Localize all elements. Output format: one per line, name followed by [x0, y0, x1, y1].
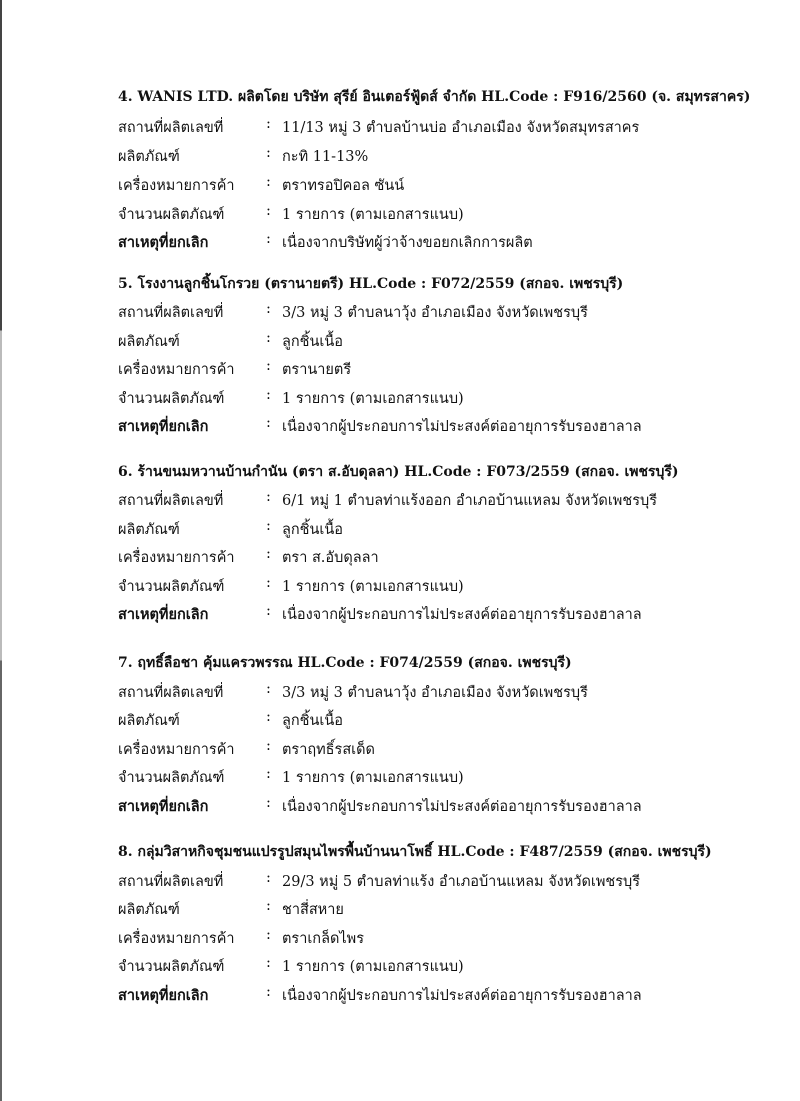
field-row-location [0, 870, 800, 892]
field-row-count [0, 387, 800, 409]
field-value: 1 รายการ (ตามเอกสารแนบ) [282, 770, 464, 786]
field-row-count [0, 575, 800, 597]
field-colon: : [266, 301, 271, 317]
field-value: 3/3 หมู่ 3 ตำบลนาวุ้ง อำเภอเมือง จังหวัดเพชรบุรี [282, 305, 588, 321]
field-label: จำนวนผลิตภัณฑ์ [118, 579, 225, 595]
field-value: เนื่องจากบริษัทผู้ว่าจ้างขอยกเลิกการผลิต [282, 235, 533, 251]
field-colon: : [266, 358, 271, 374]
field-row-reason [0, 795, 800, 817]
field-label: ผลิตภัณฑ์ [118, 334, 180, 350]
field-label: จำนวนผลิตภัณฑ์ [118, 207, 225, 223]
field-label: ผลิตภัณฑ์ [118, 713, 180, 729]
field-colon: : [266, 681, 271, 697]
field-value: ลูกชิ้นเนื้อ [282, 713, 343, 729]
field-colon: : [266, 766, 271, 782]
field-label: เครื่องหมายการค้า [118, 550, 235, 566]
field-label: สาเหตุที่ยกเลิก [118, 418, 209, 435]
field-value: ตราเกล็ดไพร [282, 931, 365, 947]
field-value: 6/1 หมู่ 1 ตำบลท่าแร้งออก อำเภอบ้านแหลม จังหวัดเพชรบุรี [282, 493, 657, 509]
field-row-trademark [0, 358, 800, 380]
field-colon: : [266, 898, 271, 914]
field-value: เนื่องจากผู้ประกอบการไม่ประสงค์ต่ออายุการรับรองฮาลาล [282, 988, 642, 1004]
field-label: สถานที่ผลิตเลขที่ [118, 305, 224, 321]
field-colon: : [266, 870, 271, 886]
field-value: 1 รายการ (ตามเอกสารแนบ) [282, 959, 464, 975]
field-label: จำนวนผลิตภัณฑ์ [118, 770, 225, 786]
field-colon: : [266, 415, 271, 431]
field-value: ตราฤทธิ์รสเด็ด [282, 742, 375, 758]
field-colon: : [266, 116, 271, 132]
field-row-count [0, 203, 800, 225]
field-row-trademark [0, 546, 800, 568]
field-label: ผลิตภัณฑ์ [118, 522, 180, 538]
field-row-product [0, 518, 800, 540]
field-row-location [0, 681, 800, 703]
field-value: ชาสี่สหาย [282, 902, 344, 918]
field-row-count [0, 955, 800, 977]
field-row-location [0, 489, 800, 511]
field-row-reason [0, 603, 800, 625]
field-row-reason [0, 231, 800, 253]
entry-heading: 4. WANIS LTD. ผลิตโดย บริษัท สุรีย์ อินเตอร์ฟู้ดส์ จำกัด HL.Code : F916/2560 (จ. สมุทรสาคร) [118, 89, 751, 105]
field-row-product [0, 898, 800, 920]
entry-heading: 8. กลุ่มวิสาหกิจชุมชนแปรรูปสมุนไพรพื้นบ้านนาโพธิ์ HL.Code : F487/2559 (สกอจ. เพชรบุรี) [118, 844, 712, 860]
field-colon: : [266, 575, 271, 591]
field-value: 29/3 หมู่ 5 ตำบลท่าแร้ง อำเภอบ้านแหลม จังหวัดเพชรบุรี [282, 874, 641, 890]
entry-heading: 6. ร้านขนมหวานบ้านกำนัน (ตรา ส.อับดุลลา) HL.Code : F073/2559 (สกอจ. เพชรบุรี) [118, 464, 679, 480]
field-colon: : [266, 231, 271, 247]
field-colon: : [266, 927, 271, 943]
field-colon: : [266, 174, 271, 190]
field-value: 1 รายการ (ตามเอกสารแนบ) [282, 391, 464, 407]
field-colon: : [266, 203, 271, 219]
field-value: ลูกชิ้นเนื้อ [282, 334, 343, 350]
field-value: เนื่องจากผู้ประกอบการไม่ประสงค์ต่ออายุการรับรองฮาลาล [282, 419, 642, 435]
field-label: ผลิตภัณฑ์ [118, 149, 180, 165]
field-value: ลูกชิ้นเนื้อ [282, 522, 343, 538]
field-value: ตรานายตรี [282, 362, 352, 378]
field-value: เนื่องจากผู้ประกอบการไม่ประสงค์ต่ออายุการรับรองฮาลาล [282, 799, 642, 815]
field-colon: : [266, 518, 271, 534]
field-value: 1 รายการ (ตามเอกสารแนบ) [282, 579, 464, 595]
field-colon: : [266, 738, 271, 754]
field-label: สถานที่ผลิตเลขที่ [118, 493, 224, 509]
field-label: สถานที่ผลิตเลขที่ [118, 685, 224, 701]
field-row-trademark [0, 738, 800, 760]
field-colon: : [266, 603, 271, 619]
field-row-product [0, 145, 800, 167]
field-row-trademark [0, 174, 800, 196]
field-colon: : [266, 330, 271, 346]
field-colon: : [266, 795, 271, 811]
field-label: จำนวนผลิตภัณฑ์ [118, 959, 225, 975]
field-value: ตราทรอปิคอล ซันน์ [282, 178, 405, 194]
field-value: กะทิ 11-13% [282, 149, 369, 165]
field-colon: : [266, 955, 271, 971]
field-colon: : [266, 546, 271, 562]
field-label: สาเหตุที่ยกเลิก [118, 606, 209, 623]
field-row-trademark [0, 927, 800, 949]
entry-heading: 5. โรงงานลูกชิ้นโกรวย (ตรานายตรี) HL.Code : F072/2559 (สกอจ. เพชรบุรี) [118, 276, 624, 292]
field-label: เครื่องหมายการค้า [118, 362, 235, 378]
field-label: จำนวนผลิตภัณฑ์ [118, 391, 225, 407]
field-value: 1 รายการ (ตามเอกสารแนบ) [282, 207, 464, 223]
field-label: สาเหตุที่ยกเลิก [118, 234, 209, 251]
field-label: สาเหตุที่ยกเลิก [118, 798, 209, 815]
field-label: เครื่องหมายการค้า [118, 178, 235, 194]
field-colon: : [266, 387, 271, 403]
field-label: สถานที่ผลิตเลขที่ [118, 874, 224, 890]
field-row-reason [0, 984, 800, 1006]
field-label: เครื่องหมายการค้า [118, 931, 235, 947]
field-row-product [0, 330, 800, 352]
field-label: เครื่องหมายการค้า [118, 742, 235, 758]
field-label: สถานที่ผลิตเลขที่ [118, 120, 224, 136]
field-row-product [0, 709, 800, 731]
field-value: ตรา ส.อับดุลลา [282, 550, 379, 566]
field-label: ผลิตภัณฑ์ [118, 902, 180, 918]
field-colon: : [266, 984, 271, 1000]
field-colon: : [266, 489, 271, 505]
field-colon: : [266, 709, 271, 725]
field-value: 3/3 หมู่ 3 ตำบลนาวุ้ง อำเภอเมือง จังหวัดเพชรบุรี [282, 685, 588, 701]
field-row-reason [0, 415, 800, 437]
field-row-count [0, 766, 800, 788]
field-row-location [0, 301, 800, 323]
field-value: 11/13 หมู่ 3 ตำบลบ้านบ่อ อำเภอเมือง จังหวัดสมุทรสาคร [282, 120, 640, 136]
entry-heading: 7. ฤทธิ์ลือชา คุ้มแครวพรรณ HL.Code : F074/2559 (สกอจ. เพชรบุรี) [118, 655, 572, 671]
field-value: เนื่องจากผู้ประกอบการไม่ประสงค์ต่ออายุการรับรองฮาลาล [282, 607, 642, 623]
field-colon: : [266, 145, 271, 161]
field-label: สาเหตุที่ยกเลิก [118, 987, 209, 1004]
field-row-location [0, 116, 800, 138]
